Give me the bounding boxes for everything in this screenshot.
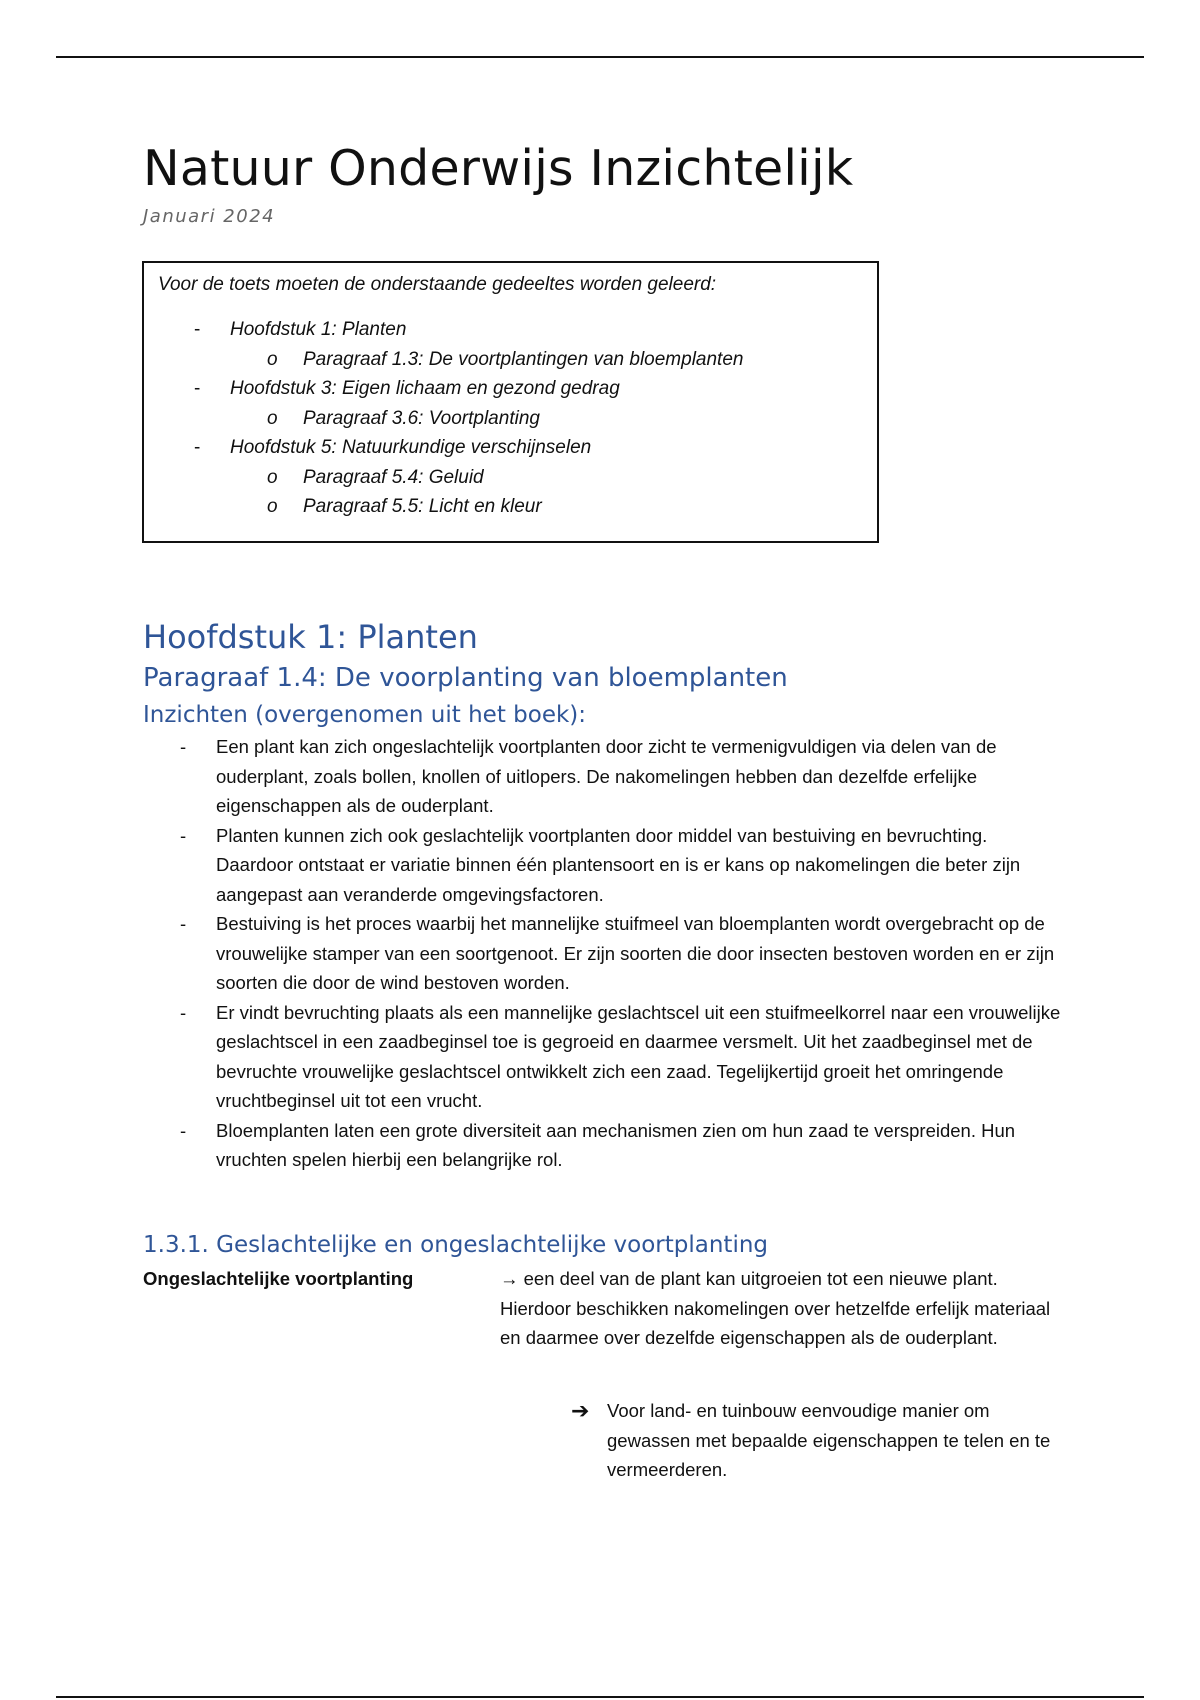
scope-paragraph-3-6: o Paragraaf 3.6: Voortplanting	[158, 404, 863, 433]
scope-chapter-3: - Hoofdstuk 3: Eigen lichaam en gezond gedrag	[158, 374, 863, 404]
document-date: Januari 2024	[143, 206, 276, 227]
insight-item: - Bloemplanten laten een grote diversiteit aan mechanismen zien om hun zaad te verspreiden. Hun vruchten spelen hierbij een belangrijke rol.	[143, 1116, 1063, 1175]
insight-item: - Planten kunnen zich ook geslachtelijk voortplanten door middel van bestuiving en bevruchting. Daardoor ontstaat er variatie binnen één plantensoort en is er kans op nakomelingen die beter zijn aangepast aan veranderde omgevingsfactoren.	[143, 821, 1063, 910]
term-label: Ongeslachtelijke voortplanting	[143, 1268, 414, 1289]
arrow-right-icon: →	[500, 1268, 519, 1289]
insight-item: - Er vindt bevruchting plaats als een mannelijke geslachtscel uit een stuifmeelkorrel naar een vrouwelijke geslachtscel in een zaadbeginsel toe is gegroeid en daarmee versmelt. Uit het zaadbeginsel met de bevruchte vrouwelijke geslachtscel ontwikkelt zich een zaad. Tegelijkertijd groeit het omringende vruchtbeginsel uit tot een vrucht.	[143, 998, 1063, 1116]
document-title: Natuur Onderwijs Inzichtelijk	[143, 140, 854, 197]
scope-paragraph-5-5: o Paragraaf 5.5: Licht en kleur	[158, 492, 863, 521]
study-scope-box	[142, 261, 879, 543]
bottom-divider	[56, 1696, 1144, 1698]
note-text: Voor land- en tuinbouw eenvoudige manier om gewassen met bepaalde eigenschappen te telen en te vermeerderen.	[607, 1400, 1051, 1480]
section-heading: 1.3.1. Geslachtelijke en ongeslachtelijke voortplanting	[143, 1232, 769, 1258]
note-block	[571, 1396, 1051, 1485]
insights-heading: Inzichten (overgenomen uit het boek):	[143, 702, 587, 728]
scope-paragraph-1-3: o Paragraaf 1.3: De voortplantingen van bloemplanten	[158, 345, 863, 374]
insight-item: - Bestuiving is het proces waarbij het mannelijke stuifmeel van bloemplanten wordt overgebracht op de vrouwelijke stamper van een soortgenoot. Er zijn soorten die door insecten bestoven worden en er zijn soorten die door de wind bestoven worden.	[143, 909, 1063, 998]
scope-chapter-1: - Hoofdstuk 1: Planten	[158, 315, 863, 345]
top-divider	[56, 56, 1144, 58]
study-scope-list	[158, 315, 863, 521]
scope-chapter-5: - Hoofdstuk 5: Natuurkundige verschijnselen	[158, 433, 863, 463]
paragraph-heading: Paragraaf 1.4: De voorplanting van bloemplanten	[143, 663, 788, 693]
term-definition	[500, 1264, 1070, 1353]
insight-item: - Een plant kan zich ongeslachtelijk voortplanten door zicht te vermenigvuldigen via delen van de ouderplant, zoals bollen, knollen of uitlopers. De nakomelingen hebben dan dezelfde erfelijke eigenschappen als de ouderplant.	[143, 732, 1063, 821]
definition-text: een deel van de plant kan uitgroeien tot een nieuwe plant. Hierdoor beschikken nakomelingen over hetzelfde erfelijk materiaal en daarmee over dezelfde eigenschappen als de ouderplant.	[500, 1268, 1051, 1348]
bold-arrow-icon: ➔	[571, 1398, 590, 1423]
scope-paragraph-5-4: o Paragraaf 5.4: Geluid	[158, 463, 863, 492]
insights-list	[143, 732, 1063, 1175]
study-scope-intro: Voor de toets moeten de onderstaande gedeeltes worden geleerd:	[158, 274, 717, 295]
chapter-heading: Hoofdstuk 1: Planten	[143, 618, 478, 656]
